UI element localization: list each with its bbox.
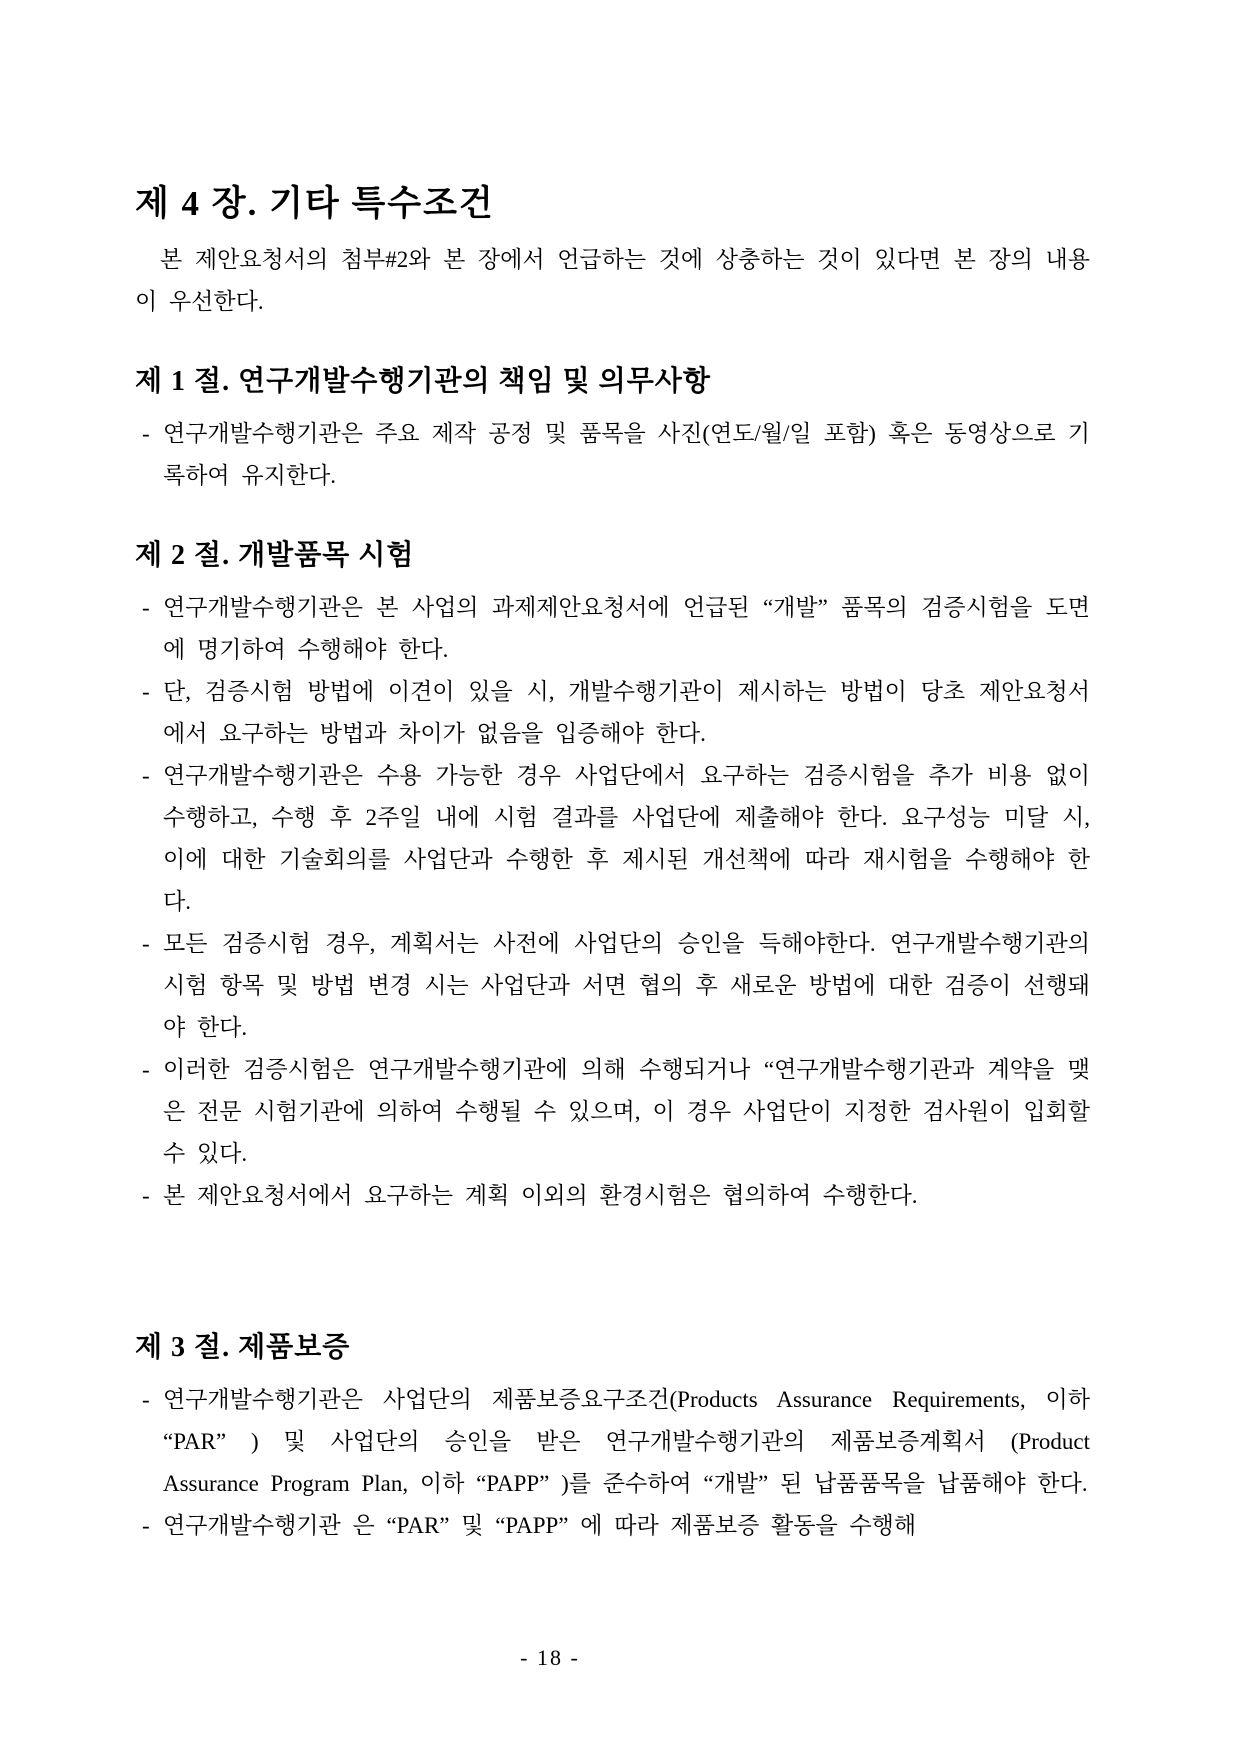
bullet-dash: - [142,421,150,446]
bullet-text: 연구개발수행기관은 본 사업의 과제제안요청서에 언급된 “개발” 품목의 검증시험을 도면에 명기하여 수행해야 한다. [163,595,1090,662]
bullet-dash: - [142,931,150,956]
list-item [135,755,1090,923]
bullet-text: 연구개발수행기관은 주요 제작 공정 및 품목을 사진(연도/월/일 포함) 혹은 동영상으로 기록하여 유지한다. [163,421,1090,488]
bullet-text: 본 제안요청서에서 요구하는 계획 이외의 환경시험은 협의하여 수행한다. [163,1183,918,1208]
list-item [135,923,1090,1049]
bullet-text: 연구개발수행기관은 수용 가능한 경우 사업단에서 요구하는 검증시험을 추가 비용 없이 수행하고, 수행 후 2주일 내에 시험 결과를 사업단에 제출해야 한다. 요구성능 미달 시, 이에 대한 기술회의를 사업단과 수행한 후 제시된 개선책에 따라 재시험을 수행해야 한다. [163,763,1090,914]
section-development-item-test [135,537,1090,1217]
section-3-title: 제 3 절. 제품보증 [135,1332,351,1363]
page-number: - 18 - [520,1645,580,1670]
section-responsibilities [135,363,1090,497]
bullet-dash: - [142,679,150,704]
chapter-intro-paragraph: 본 제안요청서의 첨부#2와 본 장에서 언급하는 것에 상충하는 것이 있다면 본 장의 내용이 우선한다. [135,247,1090,314]
list-item [135,1505,1090,1547]
section-1-title: 제 1 절. 연구개발수행기관의 책임 및 의무사항 [135,366,711,397]
section-2-title: 제 2 절. 개발품목 시험 [135,540,415,571]
bullet-text: 모든 검증시험 경우, 계획서는 사전에 사업단의 승인을 득해야한다. 연구개발수행기관의 시험 항목 및 방법 변경 시는 사업단과 서면 협의 후 새로운 방법에 대한 검증이 선행돼야 한다. [163,931,1090,1040]
section-product-assurance [135,1329,1090,1547]
bullet-text: 연구개발수행기관은 사업단의 제품보증요구조건(Products Assurance Requirements, 이하 “PAR” ) 및 사업단의 승인을 받은 연구개발수행기관의 제품보증계획서 (Product Assurance Program Plan, 이하 “PAPP” )를 준수하여 “개발” 된 납품품목을 납품해야 한다. [163,1387,1090,1496]
bullet-dash: - [142,1387,150,1412]
bullet-dash: - [142,1513,150,1538]
bullet-dash: - [142,1057,150,1082]
list-item [135,1049,1090,1175]
section-3-bullet-list [135,1379,1090,1547]
list-item [135,587,1090,671]
bullet-text: 이러한 검증시험은 연구개발수행기관에 의해 수행되거나 “연구개발수행기관과 계약을 맺은 전문 시험기관에 의하여 수행될 수 있으며, 이 경우 사업단이 지정한 검사원이 입회할 수 있다. [163,1057,1090,1166]
bullet-dash: - [142,595,150,620]
chapter-title: 제 4 장. 기타 특수조건 [135,184,495,223]
bullet-dash: - [142,1183,150,1208]
list-item [135,671,1090,755]
bullet-text: 단, 검증시험 방법에 이견이 있을 시, 개발수행기관이 제시하는 방법이 당초 제안요청서에서 요구하는 방법과 차이가 없음을 입증해야 한다. [163,679,1090,746]
section-1-bullet-list [135,413,1090,497]
list-item [135,413,1090,497]
list-item [135,1175,1090,1217]
bullet-dash: - [142,763,150,788]
list-item [135,1379,1090,1505]
section-2-bullet-list [135,587,1090,1217]
bullet-text: 연구개발수행기관 은 “PAR” 및 “PAPP” 에 따라 제품보증 활동을 수행해 [163,1513,917,1538]
